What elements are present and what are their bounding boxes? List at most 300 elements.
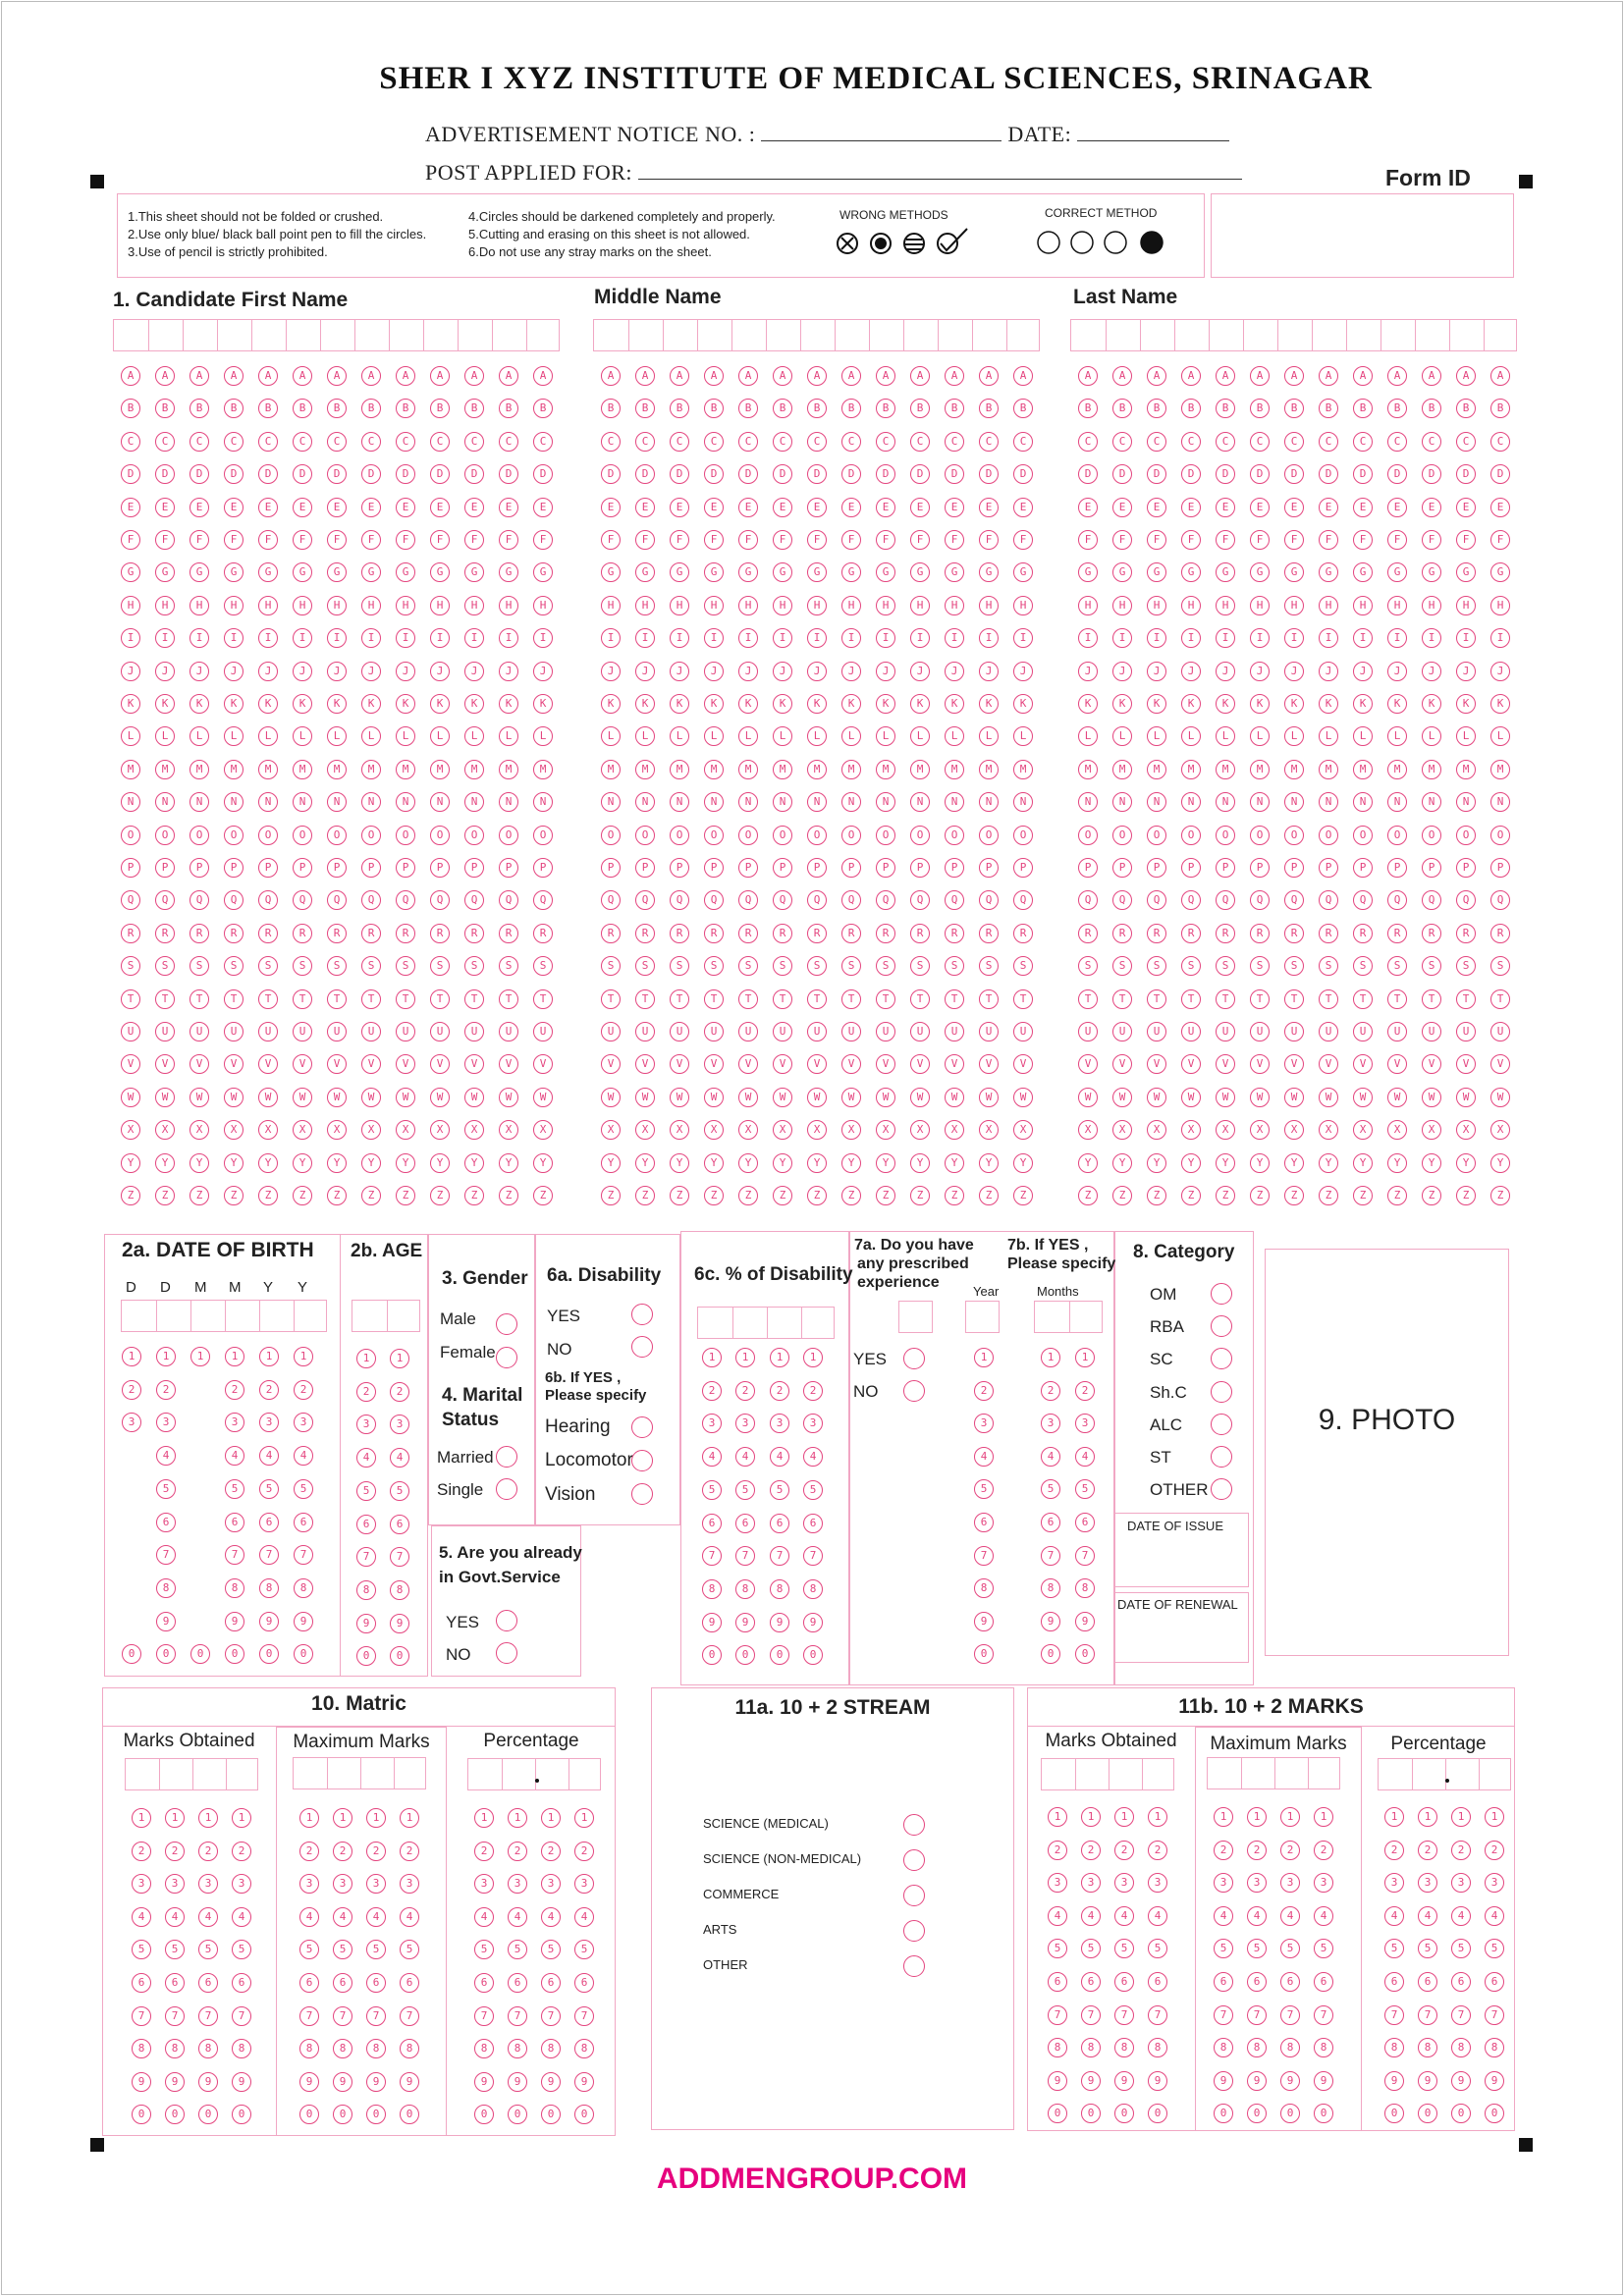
age-bubble[interactable]: 7 [390, 1547, 409, 1567]
marks12-percentage-bubble[interactable]: 1 [1384, 1807, 1404, 1827]
last-name-bubble[interactable]: T [1387, 989, 1407, 1009]
middle-name-bubble[interactable]: U [876, 1022, 895, 1041]
middle-name-bubble[interactable]: Q [704, 890, 724, 910]
first-name-bubble[interactable]: M [430, 760, 450, 779]
middle-name-bubble[interactable]: I [704, 628, 724, 648]
middle-name-bubble[interactable]: N [1013, 792, 1033, 812]
disability-pct-bubble[interactable]: 9 [770, 1613, 789, 1632]
first-name-bubble[interactable]: Y [155, 1153, 175, 1173]
first-name-bubble[interactable]: X [189, 1120, 209, 1140]
last-name-bubble[interactable]: O [1078, 826, 1098, 845]
matric-percentage-bubble[interactable]: 3 [508, 1874, 527, 1894]
middle-name-bubble[interactable]: P [773, 858, 792, 878]
marks12-obtained-bubble[interactable]: 6 [1114, 1972, 1134, 1992]
first-name-bubble[interactable]: H [258, 596, 278, 615]
first-name-bubble[interactable]: A [121, 366, 140, 386]
middle-name-bubble[interactable]: I [910, 628, 930, 648]
post-applied-field[interactable] [638, 160, 1242, 180]
first-name-bubble[interactable]: F [258, 530, 278, 550]
last-name-bubble[interactable]: Z [1319, 1186, 1338, 1205]
middle-name-bubble[interactable]: A [1013, 366, 1033, 386]
dob-bubble[interactable]: 3 [294, 1413, 313, 1432]
last-name-bubble[interactable]: G [1319, 562, 1338, 582]
first-name-bubble[interactable]: L [189, 726, 209, 746]
middle-name-bubble[interactable]: E [945, 498, 964, 517]
dob-bubble[interactable]: 8 [156, 1578, 176, 1598]
last-name-bubble[interactable]: E [1422, 498, 1441, 517]
last-name-bubble[interactable]: O [1147, 826, 1166, 845]
first-name-bubble[interactable]: F [396, 530, 415, 550]
first-name-bubble[interactable]: A [155, 366, 175, 386]
marital-married-bubble[interactable] [496, 1446, 517, 1468]
middle-name-bubble[interactable]: M [1013, 760, 1033, 779]
disability-pct-bubble[interactable]: 3 [770, 1414, 789, 1433]
last-name-bubble[interactable]: T [1078, 989, 1098, 1009]
middle-name-bubble[interactable]: S [773, 956, 792, 976]
middle-name-bubble[interactable]: B [738, 399, 758, 418]
last-name-bubble[interactable]: W [1456, 1088, 1476, 1107]
last-name-bubble[interactable]: L [1181, 726, 1201, 746]
middle-name-bubble[interactable]: S [979, 956, 999, 976]
last-name-bubble[interactable]: J [1353, 662, 1373, 681]
last-name-bubble[interactable]: B [1456, 399, 1476, 418]
middle-name-bubble[interactable]: N [635, 792, 655, 812]
first-name-bubble[interactable]: Q [430, 890, 450, 910]
last-name-bubble[interactable]: J [1147, 662, 1166, 681]
middle-name-bubble[interactable]: W [704, 1088, 724, 1107]
first-name-bubble[interactable]: U [327, 1022, 347, 1041]
middle-name-bubble[interactable]: Z [841, 1186, 861, 1205]
stream-option-bubble[interactable] [903, 1885, 925, 1906]
marks12-max-bubble[interactable]: 0 [1214, 2104, 1233, 2123]
middle-name-bubble[interactable]: P [841, 858, 861, 878]
matric-percentage-bubble[interactable]: 4 [574, 1907, 594, 1927]
last-name-bubble[interactable]: U [1490, 1022, 1510, 1041]
middle-name-bubble[interactable]: I [945, 628, 964, 648]
first-name-bubble[interactable]: K [293, 694, 312, 714]
matric-percentage-bubble[interactable]: 8 [541, 2039, 561, 2058]
matric-percentage-bubble[interactable]: 2 [541, 1842, 561, 1861]
last-name-bubble[interactable]: K [1147, 694, 1166, 714]
marks12-percentage-bubble[interactable]: 2 [1418, 1841, 1437, 1860]
last-name-bubble[interactable]: B [1181, 399, 1201, 418]
first-name-bubble[interactable]: F [155, 530, 175, 550]
marks12-max-bubble[interactable]: 6 [1247, 1972, 1267, 1992]
middle-name-bubble[interactable]: Y [738, 1153, 758, 1173]
disability-pct-bubble[interactable]: 5 [803, 1480, 823, 1500]
marks12-percentage-bubble[interactable]: 4 [1418, 1906, 1437, 1926]
first-name-bubble[interactable]: S [258, 956, 278, 976]
last-name-bubble[interactable]: G [1078, 562, 1098, 582]
middle-name-bubble[interactable]: E [635, 498, 655, 517]
disability-pct-bubble[interactable]: 3 [803, 1414, 823, 1433]
last-name-bubble[interactable]: N [1422, 792, 1441, 812]
experience-yes-bubble[interactable] [903, 1348, 925, 1369]
last-name-bubble[interactable]: H [1387, 596, 1407, 615]
first-name-bubble[interactable]: Y [430, 1153, 450, 1173]
last-name-bubble[interactable]: O [1181, 826, 1201, 845]
first-name-bubble[interactable]: O [396, 826, 415, 845]
last-name-bubble[interactable]: R [1319, 924, 1338, 943]
last-name-bubble[interactable]: X [1353, 1120, 1373, 1140]
last-name-bubble[interactable]: F [1250, 530, 1270, 550]
matric-max-bubble[interactable]: 9 [366, 2072, 386, 2092]
first-name-bubble[interactable]: K [533, 694, 553, 714]
first-name-bubble[interactable]: D [155, 464, 175, 484]
last-name-bubble[interactable]: R [1112, 924, 1132, 943]
last-name-bubble[interactable]: I [1422, 628, 1441, 648]
middle-name-bubble[interactable]: S [841, 956, 861, 976]
last-name-bubble[interactable]: A [1353, 366, 1373, 386]
first-name-bubble[interactable]: F [533, 530, 553, 550]
first-name-bubble[interactable]: X [361, 1120, 381, 1140]
last-name-bubble[interactable]: F [1353, 530, 1373, 550]
middle-name-bubble[interactable]: T [635, 989, 655, 1009]
first-name-bubble[interactable]: J [396, 662, 415, 681]
last-name-bubble[interactable]: B [1078, 399, 1098, 418]
matric-max-bubble[interactable]: 2 [333, 1842, 352, 1861]
first-name-bubble[interactable]: N [499, 792, 518, 812]
last-name-bubble[interactable]: B [1490, 399, 1510, 418]
middle-name-bubble[interactable]: T [807, 989, 827, 1009]
first-name-bubble[interactable]: T [224, 989, 244, 1009]
matric-max-bubble[interactable]: 3 [400, 1874, 419, 1894]
first-name-bubble[interactable]: G [430, 562, 450, 582]
matric-max-bubble[interactable]: 5 [333, 1940, 352, 1959]
marks12-obtained-bubble[interactable]: 2 [1081, 1841, 1101, 1860]
middle-name-bubble[interactable]: X [601, 1120, 621, 1140]
category-option-bubble[interactable] [1211, 1446, 1232, 1468]
first-name-bubble[interactable]: N [464, 792, 484, 812]
middle-name-bubble[interactable]: Y [945, 1153, 964, 1173]
last-name-bubble[interactable]: Y [1319, 1153, 1338, 1173]
matric-obtained-bubble[interactable]: 3 [132, 1874, 151, 1894]
last-name-bubble[interactable]: C [1181, 432, 1201, 452]
last-name-bubble[interactable]: Q [1147, 890, 1166, 910]
first-name-bubble[interactable]: U [189, 1022, 209, 1041]
first-name-bubble[interactable]: P [121, 858, 140, 878]
last-name-bubble[interactable]: G [1147, 562, 1166, 582]
last-name-bubble[interactable]: E [1147, 498, 1166, 517]
last-name-bubble[interactable]: M [1422, 760, 1441, 779]
first-name-bubble[interactable]: T [430, 989, 450, 1009]
marks12-max-bubble[interactable]: 4 [1214, 1906, 1233, 1926]
last-name-bubble[interactable]: R [1284, 924, 1304, 943]
last-name-bubble[interactable]: H [1250, 596, 1270, 615]
first-name-bubble[interactable]: N [189, 792, 209, 812]
first-name-bubble[interactable]: X [464, 1120, 484, 1140]
matric-max-bubble[interactable]: 2 [400, 1842, 419, 1861]
marks12-max-bubble[interactable]: 6 [1314, 1972, 1333, 1992]
first-name-bubble[interactable]: X [499, 1120, 518, 1140]
marks12-obtained-bubble[interactable]: 6 [1048, 1972, 1067, 1992]
matric-obtained-bubble[interactable]: 4 [232, 1907, 251, 1927]
disability-yes-bubble[interactable] [631, 1304, 653, 1325]
middle-name-bubble[interactable]: G [807, 562, 827, 582]
first-name-bubble[interactable]: Q [361, 890, 381, 910]
marks12-max-bubble[interactable]: 4 [1280, 1906, 1300, 1926]
last-name-bubble[interactable]: Y [1250, 1153, 1270, 1173]
marks12-max-bubble[interactable]: 2 [1280, 1841, 1300, 1860]
first-name-bubble[interactable]: K [499, 694, 518, 714]
first-name-bubble[interactable]: B [189, 399, 209, 418]
first-name-bubble[interactable]: K [396, 694, 415, 714]
category-option-bubble[interactable] [1211, 1381, 1232, 1403]
middle-name-bubble[interactable]: G [704, 562, 724, 582]
last-name-bubble[interactable]: I [1387, 628, 1407, 648]
marks12-max-bubble[interactable]: 4 [1314, 1906, 1333, 1926]
last-name-bubble[interactable]: D [1181, 464, 1201, 484]
dob-bubble[interactable]: 1 [259, 1347, 279, 1366]
middle-name-bubble[interactable]: I [841, 628, 861, 648]
first-name-bubble[interactable]: P [499, 858, 518, 878]
middle-name-bubble[interactable]: J [1013, 662, 1033, 681]
matric-obtained-bubble[interactable]: 9 [232, 2072, 251, 2092]
last-name-bubble[interactable]: O [1250, 826, 1270, 845]
experience-year-bubble[interactable]: 0 [974, 1644, 994, 1664]
middle-name-bubble[interactable]: R [635, 924, 655, 943]
first-name-bubble[interactable]: L [499, 726, 518, 746]
last-name-bubble[interactable]: R [1078, 924, 1098, 943]
experience-year-bubble[interactable]: 7 [974, 1546, 994, 1566]
disability-vision-bubble[interactable] [631, 1483, 653, 1505]
first-name-bubble[interactable]: G [327, 562, 347, 582]
first-name-bubble[interactable]: K [327, 694, 347, 714]
dob-bubble[interactable]: 1 [156, 1347, 176, 1366]
last-name-bubble[interactable]: U [1284, 1022, 1304, 1041]
matric-max-bubble[interactable]: 3 [333, 1874, 352, 1894]
last-name-bubble[interactable]: L [1147, 726, 1166, 746]
marks12-percentage-bubble[interactable]: 1 [1485, 1807, 1504, 1827]
first-name-bubble[interactable]: X [293, 1120, 312, 1140]
marks12-obtained-bubble[interactable]: 8 [1148, 2038, 1167, 2057]
first-name-bubble[interactable]: H [155, 596, 175, 615]
last-name-boxes[interactable] [1070, 319, 1517, 351]
disability-pct-bubble[interactable]: 4 [702, 1447, 722, 1467]
marks12-percentage-bubble[interactable]: 0 [1451, 2104, 1471, 2123]
first-name-bubble[interactable]: E [224, 498, 244, 517]
first-name-bubble[interactable]: O [121, 826, 140, 845]
middle-name-bubble[interactable]: U [670, 1022, 689, 1041]
last-name-bubble[interactable]: O [1216, 826, 1235, 845]
last-name-bubble[interactable]: X [1250, 1120, 1270, 1140]
middle-name-bubble[interactable]: G [1013, 562, 1033, 582]
first-name-bubble[interactable]: R [189, 924, 209, 943]
middle-name-bubble[interactable]: H [945, 596, 964, 615]
last-name-bubble[interactable]: K [1422, 694, 1441, 714]
first-name-bubble[interactable]: Z [499, 1186, 518, 1205]
middle-name-bubble[interactable]: G [601, 562, 621, 582]
marks12-percentage-bubble[interactable]: 5 [1485, 1939, 1504, 1958]
experience-month-bubble[interactable]: 8 [1041, 1578, 1060, 1598]
disability-pct-bubble[interactable]: 6 [735, 1514, 755, 1533]
marks12-max-bubble[interactable]: 5 [1247, 1939, 1267, 1958]
last-name-bubble[interactable]: U [1319, 1022, 1338, 1041]
last-name-bubble[interactable]: L [1387, 726, 1407, 746]
marks12-obtained-bubble[interactable]: 5 [1081, 1939, 1101, 1958]
middle-name-bubble[interactable]: C [807, 432, 827, 452]
middle-name-bubble[interactable]: D [1013, 464, 1033, 484]
first-name-bubble[interactable]: H [293, 596, 312, 615]
last-name-bubble[interactable]: F [1147, 530, 1166, 550]
middle-name-bubble[interactable]: E [841, 498, 861, 517]
first-name-bubble[interactable]: V [293, 1054, 312, 1074]
middle-name-bubble[interactable]: T [773, 989, 792, 1009]
first-name-bubble[interactable]: C [224, 432, 244, 452]
experience-month-bubble[interactable]: 5 [1041, 1479, 1060, 1499]
middle-name-bubble[interactable]: L [979, 726, 999, 746]
first-name-bubble[interactable]: B [533, 399, 553, 418]
first-name-bubble[interactable]: B [361, 399, 381, 418]
middle-name-bubble[interactable]: V [910, 1054, 930, 1074]
first-name-bubble[interactable]: J [189, 662, 209, 681]
last-name-bubble[interactable]: K [1456, 694, 1476, 714]
first-name-bubble[interactable]: T [327, 989, 347, 1009]
age-bubble[interactable]: 2 [390, 1382, 409, 1402]
matric-max-bubble[interactable]: 7 [333, 2006, 352, 2026]
govt-yes-bubble[interactable] [496, 1610, 517, 1631]
dob-bubble[interactable]: 6 [294, 1513, 313, 1532]
last-name-bubble[interactable]: P [1319, 858, 1338, 878]
middle-name-bubble[interactable]: E [601, 498, 621, 517]
disability-pct-bubble[interactable]: 6 [770, 1514, 789, 1533]
last-name-bubble[interactable]: N [1216, 792, 1235, 812]
dob-bubble[interactable]: 7 [225, 1545, 244, 1565]
middle-name-bubble[interactable]: K [670, 694, 689, 714]
dob-bubble[interactable]: 7 [156, 1545, 176, 1565]
marks12-percentage-bubble[interactable]: 7 [1384, 2005, 1404, 2025]
age-bubble[interactable]: 9 [356, 1614, 376, 1633]
last-name-bubble[interactable]: L [1319, 726, 1338, 746]
middle-name-bubble[interactable]: R [773, 924, 792, 943]
last-name-bubble[interactable]: A [1147, 366, 1166, 386]
middle-name-bubble[interactable]: U [635, 1022, 655, 1041]
middle-name-bubble[interactable]: Q [1013, 890, 1033, 910]
last-name-bubble[interactable]: B [1216, 399, 1235, 418]
first-name-bubble[interactable]: K [258, 694, 278, 714]
first-name-bubble[interactable]: V [189, 1054, 209, 1074]
first-name-bubble[interactable]: D [396, 464, 415, 484]
middle-name-bubble[interactable]: C [773, 432, 792, 452]
last-name-bubble[interactable]: B [1422, 399, 1441, 418]
experience-month-bubble[interactable]: 1 [1041, 1348, 1060, 1367]
matric-obtained-bubble[interactable]: 6 [232, 1973, 251, 1993]
marks12-obtained-bubble[interactable]: 1 [1048, 1807, 1067, 1827]
marks12-obtained-bubble[interactable]: 8 [1081, 2038, 1101, 2057]
last-name-bubble[interactable]: U [1112, 1022, 1132, 1041]
first-name-bubble[interactable]: L [258, 726, 278, 746]
middle-name-bubble[interactable]: I [738, 628, 758, 648]
marks12-obtained-bubble[interactable]: 9 [1048, 2071, 1067, 2091]
first-name-bubble[interactable]: T [533, 989, 553, 1009]
first-name-bubble[interactable]: T [121, 989, 140, 1009]
first-name-bubble[interactable]: T [155, 989, 175, 1009]
first-name-bubble[interactable]: C [361, 432, 381, 452]
first-name-bubble[interactable]: M [121, 760, 140, 779]
middle-name-bubble[interactable]: X [910, 1120, 930, 1140]
age-bubble[interactable]: 4 [390, 1448, 409, 1468]
middle-name-bubble[interactable]: L [945, 726, 964, 746]
last-name-bubble[interactable]: I [1456, 628, 1476, 648]
experience-month-bubble[interactable]: 9 [1041, 1612, 1060, 1631]
first-name-bubble[interactable]: I [327, 628, 347, 648]
middle-name-bubble[interactable]: X [807, 1120, 827, 1140]
first-name-bubble[interactable]: L [361, 726, 381, 746]
last-name-bubble[interactable]: R [1147, 924, 1166, 943]
first-name-bubble[interactable]: Z [430, 1186, 450, 1205]
last-name-bubble[interactable]: V [1216, 1054, 1235, 1074]
first-name-bubble[interactable]: P [189, 858, 209, 878]
first-name-bubble[interactable]: W [293, 1088, 312, 1107]
age-bubble[interactable]: 8 [356, 1580, 376, 1600]
last-name-bubble[interactable]: G [1422, 562, 1441, 582]
middle-name-bubble[interactable]: X [635, 1120, 655, 1140]
first-name-bubble[interactable]: M [361, 760, 381, 779]
marks12-obtained-bubble[interactable]: 7 [1048, 2005, 1067, 2025]
first-name-bubble[interactable]: D [293, 464, 312, 484]
middle-name-bubble[interactable]: P [876, 858, 895, 878]
middle-name-bubble[interactable]: D [738, 464, 758, 484]
middle-name-bubble[interactable]: F [807, 530, 827, 550]
middle-name-bubble[interactable]: Q [773, 890, 792, 910]
last-name-bubble[interactable]: J [1422, 662, 1441, 681]
matric-obtained-bubble[interactable]: 5 [132, 1940, 151, 1959]
matric-percentage-bubble[interactable]: 4 [508, 1907, 527, 1927]
marks12-percentage-bubble[interactable]: 9 [1418, 2071, 1437, 2091]
matric-max-bubble[interactable]: 8 [400, 2039, 419, 2058]
first-name-bubble[interactable]: I [155, 628, 175, 648]
middle-name-bubble[interactable]: B [807, 399, 827, 418]
middle-name-bubble[interactable]: S [635, 956, 655, 976]
first-name-bubble[interactable]: D [327, 464, 347, 484]
middle-name-bubble[interactable]: J [635, 662, 655, 681]
matric-obtained-bubble[interactable]: 9 [198, 2072, 218, 2092]
first-name-bubble[interactable]: Y [293, 1153, 312, 1173]
first-name-bubble[interactable]: N [361, 792, 381, 812]
matric-max-bubble[interactable]: 6 [299, 1973, 319, 1993]
marks12-obtained-bubble[interactable]: 5 [1048, 1939, 1067, 1958]
matric-obtained-bubble[interactable]: 0 [165, 2105, 185, 2124]
middle-name-bubble[interactable]: F [635, 530, 655, 550]
first-name-bubble[interactable]: Z [155, 1186, 175, 1205]
marks12-percentage-bubble[interactable]: 1 [1418, 1807, 1437, 1827]
middle-name-bubble[interactable]: L [807, 726, 827, 746]
first-name-bubble[interactable]: D [499, 464, 518, 484]
marks12-obtained-bubble[interactable]: 0 [1048, 2104, 1067, 2123]
middle-name-bubble[interactable]: Q [635, 890, 655, 910]
middle-name-bubble[interactable]: J [601, 662, 621, 681]
middle-name-bubble[interactable]: O [807, 826, 827, 845]
marks12-obtained-bubble[interactable]: 5 [1148, 1939, 1167, 1958]
marks12-max-bubble[interactable]: 9 [1214, 2071, 1233, 2091]
first-name-bubble[interactable]: K [224, 694, 244, 714]
last-name-bubble[interactable]: N [1284, 792, 1304, 812]
middle-name-bubble[interactable]: W [979, 1088, 999, 1107]
first-name-bubble[interactable]: I [189, 628, 209, 648]
matric-max-bubble[interactable]: 9 [333, 2072, 352, 2092]
marks12-obtained-bubble[interactable]: 4 [1148, 1906, 1167, 1926]
middle-name-bubble[interactable]: R [1013, 924, 1033, 943]
middle-name-bubble[interactable]: D [704, 464, 724, 484]
marks12-percentage-bubble[interactable]: 4 [1451, 1906, 1471, 1926]
first-name-bubble[interactable]: T [293, 989, 312, 1009]
matric-max-bubble[interactable]: 1 [366, 1808, 386, 1828]
dob-bubble[interactable]: 7 [294, 1545, 313, 1565]
first-name-bubble[interactable]: X [430, 1120, 450, 1140]
first-name-bubble[interactable]: S [396, 956, 415, 976]
first-name-bubble[interactable]: Z [293, 1186, 312, 1205]
age-bubble[interactable]: 5 [356, 1481, 376, 1501]
